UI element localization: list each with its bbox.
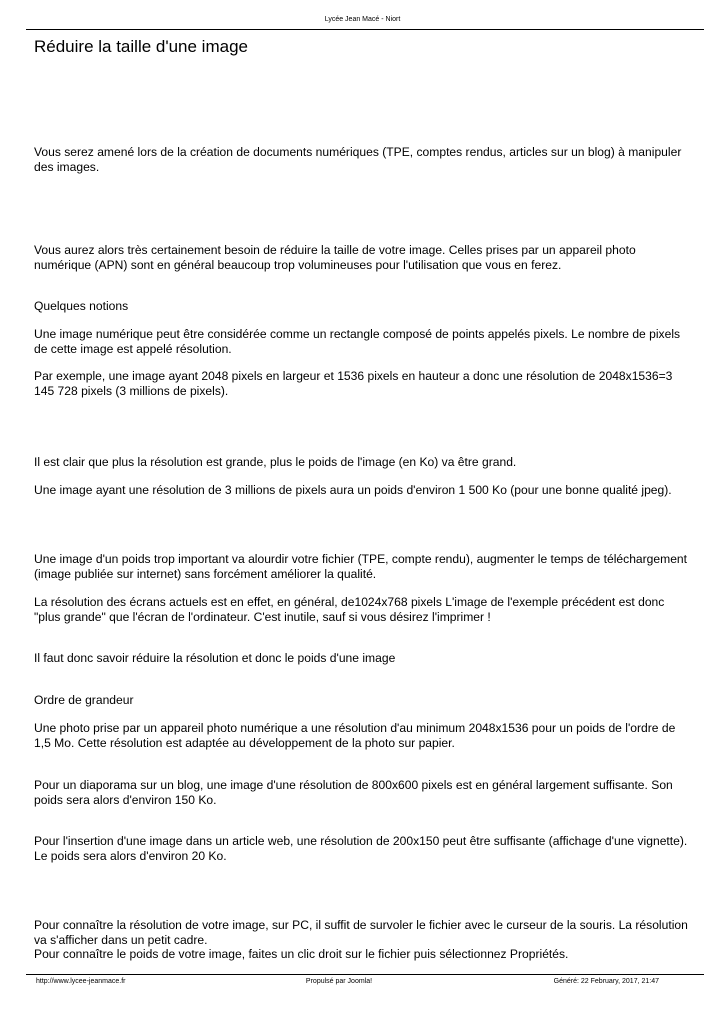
paragraph: Une photo prise par un appareil photo numérique a une résolution d'au minimum 2048x1536 pour un poids de l'ordre de 1,5 Mo. Cette résolution est adaptée au développement de la photo sur papier. <box>34 721 676 750</box>
paragraph: Il faut donc savoir réduire la résolution et donc le poids d'une image <box>34 651 396 665</box>
footer-generated-date: Généré: 22 February, 2017, 21:47 <box>553 978 659 985</box>
section-heading: Ordre de grandeur <box>34 693 134 707</box>
paragraph: Pour connaître le poids de votre image, faites un clic droit sur le fichier puis sélectionnez Propriétés. <box>34 947 569 961</box>
paragraph: Une image numérique peut être considérée comme un rectangle composé de points appelés pixels. Le nombre de pixels de cette image est appelé résolution. <box>34 327 681 356</box>
paragraph: Pour l'insertion d'une image dans un article web, une résolution de 200x150 peut être suffisante (affichage d'une vignette). Le poids sera alors d'environ 20 Ko. <box>34 834 688 863</box>
paragraph: Pour connaître la résolution de votre image, sur PC, il suffit de survoler le fichier avec le curseur de la souris. La résolution va s'afficher dans un petit cadre. <box>34 918 688 947</box>
paragraph: La résolution des écrans actuels est en effet, en général, de1024x768 pixels L'image de l'exemple précédent est donc "plus grande" que l'écran de l'ordinateur. C'est inutile, sauf si vous désirez l'imprimer ! <box>34 595 665 624</box>
footer-divider <box>26 974 704 975</box>
footer-url-link[interactable]: http://www.lycee-jeanmace.fr <box>36 978 126 985</box>
paragraph: Une image ayant une résolution de 3 millions de pixels aura un poids d'environ 1 500 Ko (pour une bonne qualité jpeg). <box>34 483 672 497</box>
article-title: Réduire la taille d'une image <box>34 37 248 56</box>
page-header-site: Lycée Jean Macé - Niort <box>324 16 401 23</box>
header-divider <box>26 29 704 30</box>
paragraph: Pour un diaporama sur un blog, une image d'une résolution de 800x600 pixels est en général largement suffisante. Son poids sera alors d'environ 150 Ko. <box>34 778 673 807</box>
paragraph: Vous serez amené lors de la création de documents numériques (TPE, comptes rendus, articles sur un blog) à manipuler des images. <box>34 145 682 174</box>
footer-powered-by: Propulsé par Joomla! <box>305 978 373 985</box>
section-heading: Quelques notions <box>34 299 129 313</box>
paragraph: Par exemple, une image ayant 2048 pixels en largeur et 1536 pixels en hauteur a donc une résolution de 2048x1536=3 145 728 pixels (3 millions de pixels). <box>34 369 673 398</box>
paragraph: Une image d'un poids trop important va alourdir votre fichier (TPE, compte rendu), augmenter le temps de téléchargement (image publiée sur internet) sans forcément améliorer la qualité. <box>34 552 688 581</box>
paragraph: Vous aurez alors très certainement besoin de réduire la taille de votre image. Celles prises par un appareil photo numérique (APN) sont en général beaucoup trop volumineuses pour l'utilisation que vous en ferez. <box>34 243 636 272</box>
paragraph: Il est clair que plus la résolution est grande, plus le poids de l'image (en Ko) va être grand. <box>34 455 517 469</box>
